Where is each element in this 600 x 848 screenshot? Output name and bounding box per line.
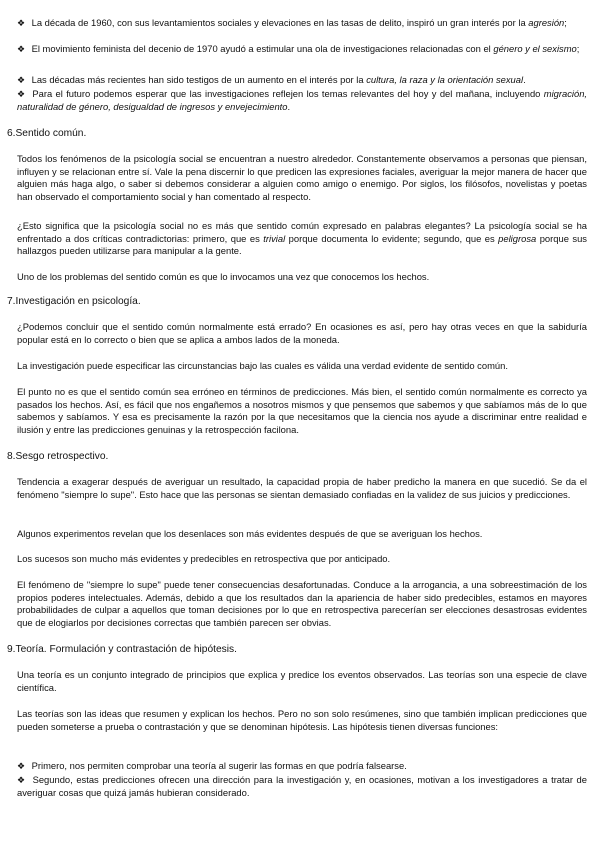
paragraph: Uno de los problemas del sentido común es que lo invocamos una vez que conocemos los hechos. xyxy=(17,271,430,282)
bullet-item: ❖ Para el futuro podemos esperar que las investigaciones reflejen los temas relevantes del hoy y del mañana, incluyendo migración, naturalidad de género, desigualdad de ingresos y envejecimiento. xyxy=(17,88,588,112)
bullet-icon: ❖ xyxy=(17,44,26,54)
bullet-icon: ❖ xyxy=(17,75,26,85)
paragraph: La investigación puede especificar las circunstancias bajo las cuales es válida una verdad evidente de sentido común. xyxy=(17,360,508,371)
bullet-icon: ❖ xyxy=(17,775,26,785)
paragraph: Las teorías son las ideas que resumen y explican los hechos. Pero no son solo resúmenes, sino que también implican predicciones que pueden someterse a prueba o contrastación y que se denominan hipótesis. Las hipótesis tienen diversas funciones: xyxy=(17,708,587,732)
section-heading: 7.Investigación en psicología. xyxy=(7,296,141,307)
section-heading: 9.Teoría. Formulación y contrastación de hipótesis. xyxy=(7,644,237,655)
paragraph: Los sucesos son mucho más evidentes y predecibles en retrospectiva que por anticipado. xyxy=(17,553,391,564)
bullet-item: ❖ Las décadas más recientes han sido testigos de un aumento en el interés por la cultura, la raza y la orientación sexual. xyxy=(17,74,526,85)
bullet-item: ❖ Primero, nos permiten comprobar una teoría al sugerir las formas en que podría falsearse. xyxy=(17,760,407,771)
bullet-item: ❖ La década de 1960, con sus levantamientos sociales y elevaciones en las tasas de delito, inspiró un gran interés por la agresión; xyxy=(17,17,567,28)
section-heading: 8.Sesgo retrospectivo. xyxy=(7,451,109,462)
bullet-icon: ❖ xyxy=(17,89,26,99)
paragraph: El punto no es que el sentido común sea erróneo en términos de predicciones. Más bien, el sentido común normalmente es correcto ya pasados los hechos. Así, es fácil que nos engañemos a nosotros mismos y que pensemos que sabemos y que sabíamos más de lo que sabemos y sabíamos. Y esa es precisamente la razón por la que necesitamos que la ciencia nos ayude a discriminar entre realidad e ilusión y entre las predicciones genuinas y la retrospección facilona. xyxy=(17,386,587,435)
bullet-item: ❖ Segundo, estas predicciones ofrecen una dirección para la investigación y, en ocasiones, motivan a los investigadores a tratar de averiguar cosas que quizá jamás hubieran considerado. xyxy=(17,774,587,798)
bullet-icon: ❖ xyxy=(17,18,26,28)
paragraph: Tendencia a exagerar después de averiguar un resultado, la capacidad propia de haber predicho la manera en que sucedió. Se da el fenómeno "siempre lo supe". Esto hace que las personas se sientan demasiado confiadas en la validez de sus juicios y predicciones. xyxy=(17,476,587,500)
bullet-item: ❖ El movimiento feminista del decenio de 1970 ayudó a estimular una ola de investigaciones relacionadas con el género y el sexismo; xyxy=(17,43,580,54)
paragraph: Todos los fenómenos de la psicología social se encuentran a nuestro alrededor. Constantemente observamos a personas que piensan, influyen y se relacionan entre sí. Vale la pena discernir lo que predicen las expresiones faciales, averiguar la mejor manera de hacer que alguien más haga algo, o saber si debemos considerar a alguien como amigo o enemigo. Por siglos, los filósofos, novelistas y poetas han observado el comportamiento social y han comentado al respecto. xyxy=(17,153,587,202)
paragraph: Algunos experimentos revelan que los desenlaces son más evidentes después de que se averiguan los hechos. xyxy=(17,528,483,539)
bullet-icon: ❖ xyxy=(17,761,26,771)
paragraph: El fenómeno de "siempre lo supe" puede tener consecuencias desafortunadas. Conduce a la arrogancia, a una sobreestimación de los propios poderes intelectuales. Además, debido a que los resultados dan la apariencia de haber sido predecibles, estamos en mayores probabilidades de culpar a aquellos que toman decisiones por lo que en retrospectiva parecerían ser elecciones desastrosas evidentes que de elogiarlos por decisiones correctas que también parecen ser obvias. xyxy=(17,579,587,628)
section-heading: 6.Sentido común. xyxy=(7,128,87,139)
paragraph: Una teoría es un conjunto integrado de principios que explica y predice los eventos observados. Las teorías son una especie de clave científica. xyxy=(17,669,587,693)
paragraph: ¿Podemos concluir que el sentido común normalmente está errado? En ocasiones es así, pero hay otras veces en que la sabiduría popular está en lo correcto o bien que se aplica a ambos lados de la moneda. xyxy=(17,321,587,345)
paragraph: ¿Esto significa que la psicología social no es más que sentido común expresado en palabras elegantes? La psicología social se ha enfrentado a dos críticas contradictorias: primero, que es trivial porque documenta lo evidente; segundo, que es peligrosa porque sus hallazgos pueden utilizarse para manipular a la gente. xyxy=(17,220,587,257)
